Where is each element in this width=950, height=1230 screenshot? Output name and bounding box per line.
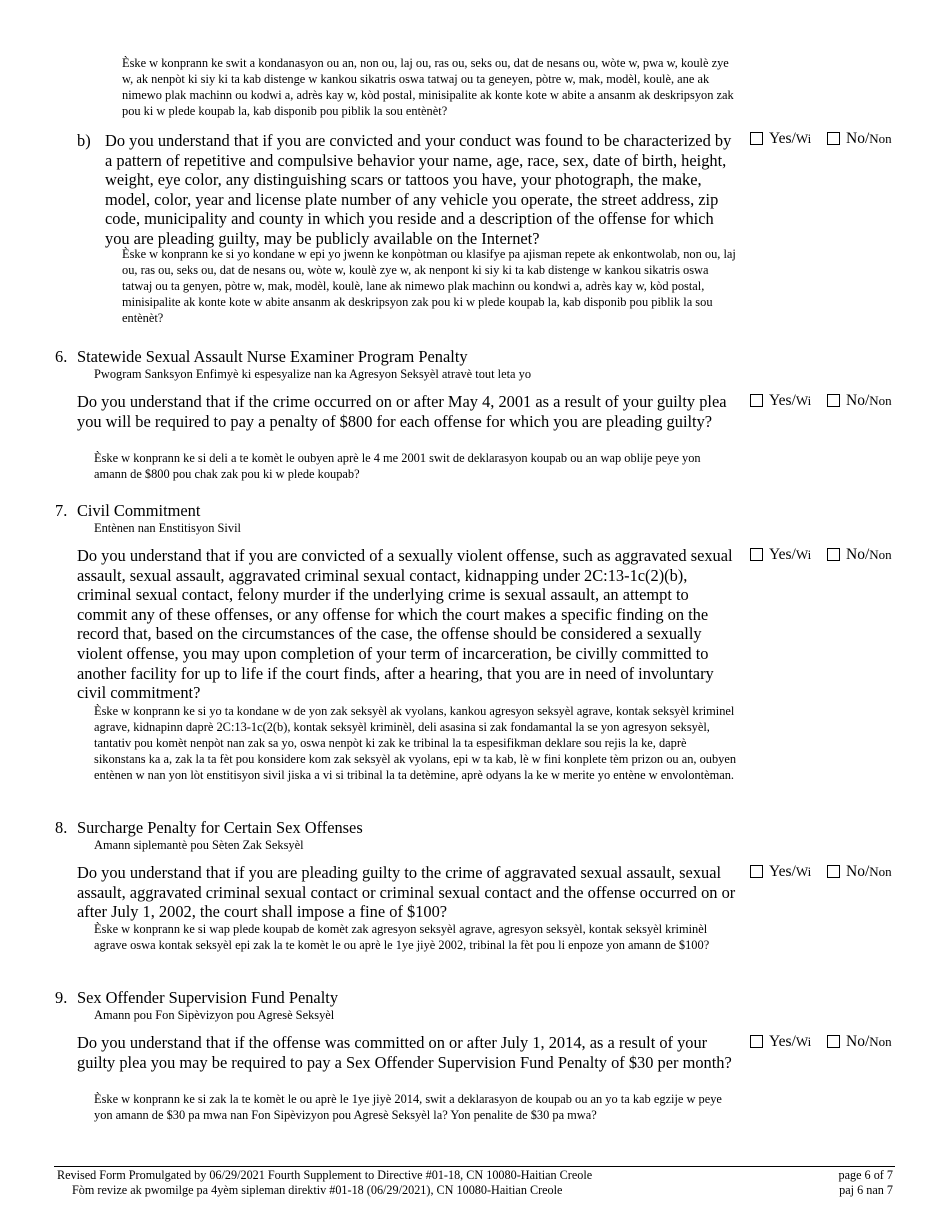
- no-checkbox[interactable]: No/Non: [827, 392, 892, 410]
- yes-checkbox[interactable]: Yes/Wi: [750, 1033, 811, 1051]
- section-7-title: Civil Commitment: [77, 501, 201, 520]
- section-9-english: Do you understand that if the offense was committed on or after July 1, 2014, as a result of your guilty plea you may be required to pay a Sex Offender Supervision Fund Penalty of $30 per month?: [77, 1033, 732, 1072]
- yes-checkbox[interactable]: Yes/Wi: [750, 546, 811, 564]
- checkbox-icon[interactable]: [750, 865, 763, 878]
- section-9-haitian: Èske w konprann ke si zak la te komèt le ou aprè le 1ye jiyè 2014, swit a deklarasyon de koupab ou an yo ta kab egzije w peye yon amann de $30 pa mwa nan Fon Sipèvizyon pou Agresè Seksyèl la? Yon penalite de $30 pa mwa?: [94, 1092, 722, 1122]
- yes-checkbox[interactable]: Yes/Wi: [750, 130, 811, 148]
- section-7-haitian: Èske w konprann ke si yo ta kondane w de yon zak seksyèl ak vyolans, kankou agresyon seksyèl agrave, kontak seksyèl kriminel agrave, kidnapinn daprè 2C:13-1c(2(b), kontak seksyèl kriminèl, deli asasina si zak fondamantal la se yon agresyon seksyèl, tantativ pou komèt nenpòt nan zak sa yo, oswa nenpòt ki zak ke tribinal la ta espesifikman deklare sou rejis la ke, daprè sikonstans ka a, zak la ta fèt pou konsidere kom zak seksyèl ak vyolans, epi w ta kab, lè w fini konplete tèm prizon ou an, oubyen entènen w nan yon lòt enstitisyon sivil jiska a vi si tribinal la ta detèmine, aprè odyans la ke w merite yo entène w envolontèman.: [94, 704, 737, 782]
- yes-checkbox[interactable]: Yes/Wi: [750, 392, 811, 410]
- intro-haitian-text: Èske w konprann ke swit a kondanasyon ou an, non ou, laj ou, ras ou, seks ou, dat de nesans ou, wòte w, pwa w, koulè zye w, ak nenpòt ki siy ki ta kab distenge w kankou sikatris oswa tatwaj ou ta geneyen, pòtre w, mak, modèl, koulè, ane ak nimewo plak machinn ou kodwi a, adrès kay w, kòd postal, minisipalite ak konte kote w abite a ansanm ak deskripsyon zak pou ki w plede koupab la, kab disponib pou piblik la sou entènèt?: [122, 56, 734, 118]
- no-checkbox[interactable]: No/Non: [827, 1033, 892, 1051]
- checkbox-icon[interactable]: [827, 865, 840, 878]
- section-8-subtitle: Amann siplemantè pou Sèten Zak Seksyèl: [94, 838, 304, 852]
- yes-no-group-8: [750, 863, 892, 881]
- section-6-subtitle: Pwogram Sanksyon Enfimyè ki espesyalize nan ka Agresyon Seksyèl atravè tout leta yo: [94, 367, 532, 381]
- footer-page-ht: paj 6 nan 7: [839, 1183, 893, 1197]
- yes-no-group-9: [750, 1033, 892, 1051]
- section-6-number: 6.: [55, 347, 68, 366]
- checkbox-icon[interactable]: [750, 548, 763, 561]
- checkbox-icon[interactable]: [827, 394, 840, 407]
- section-8-number: 8.: [55, 818, 68, 837]
- checkbox-icon[interactable]: [750, 1035, 763, 1048]
- section-6-english: Do you understand that if the crime occurred on or after May 4, 2001 as a result of your guilty plea you will be required to pay a penalty of $800 for each offense for which you are pleading guilty?: [77, 392, 727, 431]
- section-8-haitian: Èske w konprann ke si wap plede koupab de komèt zak agresyon seksyèl agrave, agresyon seksyèl, kontak seksyèl kriminèl agrave oswa kontak seksyèl epi zak la te komèt le ou aprè le 1ye jiyè 2002, tribinal la fèt pou li enpoze yon amann de $100?: [94, 922, 710, 952]
- footer-divider: [54, 1166, 895, 1167]
- section-6-haitian: Èske w konprann ke si deli a te komèt le oubyen aprè le 4 me 2001 swit de deklarasyon koupab ou an wap oblije peye yon amann de $800 pou chak zak pou ki w plede koupab?: [94, 451, 701, 481]
- checkbox-icon[interactable]: [750, 394, 763, 407]
- section-6-title: Statewide Sexual Assault Nurse Examiner Program Penalty: [77, 347, 468, 366]
- question-b-haitian: Èske w konprann ke si yo kondane w epi yo jwenn ke konpòtman ou klasifye pa ajisman repete ak enkontwolab, non ou, laj ou, ras ou, seks ou, dat de nesans ou, wòte w, koulè zye w, ak nenpont ki siy ki ta kab distenge w kankou sikatris oswa tatwaj ou ta genyen, pòtre w, mak, modèl, koulè, lane ak nimewo plak machinn ou kondwi a, adrès kay w, kòd postal, minisipalite ak konte kote w abite ansanm ak deskripsyon zak pou ki w plede koupab la, kab disponib pou piblik la sou entènèt?: [122, 247, 736, 325]
- section-9-number: 9.: [55, 988, 68, 1007]
- footer-revised-en: Revised Form Promulgated by 06/29/2021 Fourth Supplement to Directive #01-18, CN 10080-Haitian Creole: [57, 1168, 593, 1182]
- yes-checkbox[interactable]: Yes/Wi: [750, 863, 811, 881]
- question-b-label: b): [77, 131, 91, 150]
- yes-no-group-6: [750, 392, 892, 410]
- section-8-title: Surcharge Penalty for Certain Sex Offenses: [77, 818, 363, 837]
- checkbox-icon[interactable]: [827, 548, 840, 561]
- section-7-number: 7.: [55, 501, 68, 520]
- footer-revised-ht: Fòm revize ak pwomilge pa 4yèm sipleman direktiv #01-18 (06/29/2021), CN 10080-Haitian Creole: [72, 1183, 563, 1197]
- no-checkbox[interactable]: No/Non: [827, 863, 892, 881]
- section-9-subtitle: Amann pou Fon Sipèvizyon pou Agresè Seksyèl: [94, 1008, 335, 1022]
- question-b-english: Do you understand that if you are convicted and your conduct was found to be characterized by a pattern of repetitive and compulsive behavior your name, age, race, sex, date of birth, height, weight, eye color, any distinguishing scars or tattoos you have, your photograph, the make, model, color, year and license plate number of any vehicle you operate, the street address, zip code, municipality and county in which you reside and a description of the offense for which you are pleading guilty, may be publicly available on the Internet?: [105, 131, 732, 248]
- checkbox-icon[interactable]: [750, 132, 763, 145]
- section-7-english: Do you understand that if you are convicted of a sexually violent offense, such as aggravated sexual assault, sexual assault, aggravated criminal sexual contact, kidnapping under 2C:13-1c(2)(b), criminal sexual contact, felony murder if the underlying crime is sexual assault, an attempt to commit any of these offenses, or any offense for which the court makes a specific finding on the record that, based on the circumstances of the case, the offense should be considered a sexually violent offense, you may upon completion of your term of incarceration, be civilly committed to another facility for up to life if the court finds, after a hearing, that you are in need of involuntary civil commitment?: [77, 546, 733, 703]
- checkbox-icon[interactable]: [827, 1035, 840, 1048]
- no-checkbox[interactable]: No/Non: [827, 130, 892, 148]
- section-7-subtitle: Entènen nan Enstitisyon Sivil: [94, 521, 241, 535]
- section-9-title: Sex Offender Supervision Fund Penalty: [77, 988, 339, 1007]
- checkbox-icon[interactable]: [827, 132, 840, 145]
- section-8-english: Do you understand that if you are pleading guilty to the crime of aggravated sexual assault, sexual assault, aggravated criminal sexual contact or criminal sexual contact and the offense occurred on or after July 1, 2002, the court shall impose a fine of $100?: [77, 863, 736, 922]
- footer-page-en: page 6 of 7: [838, 1168, 893, 1182]
- yes-no-group-b: [750, 130, 892, 148]
- yes-no-group-7: [750, 546, 892, 564]
- no-checkbox[interactable]: No/Non: [827, 546, 892, 564]
